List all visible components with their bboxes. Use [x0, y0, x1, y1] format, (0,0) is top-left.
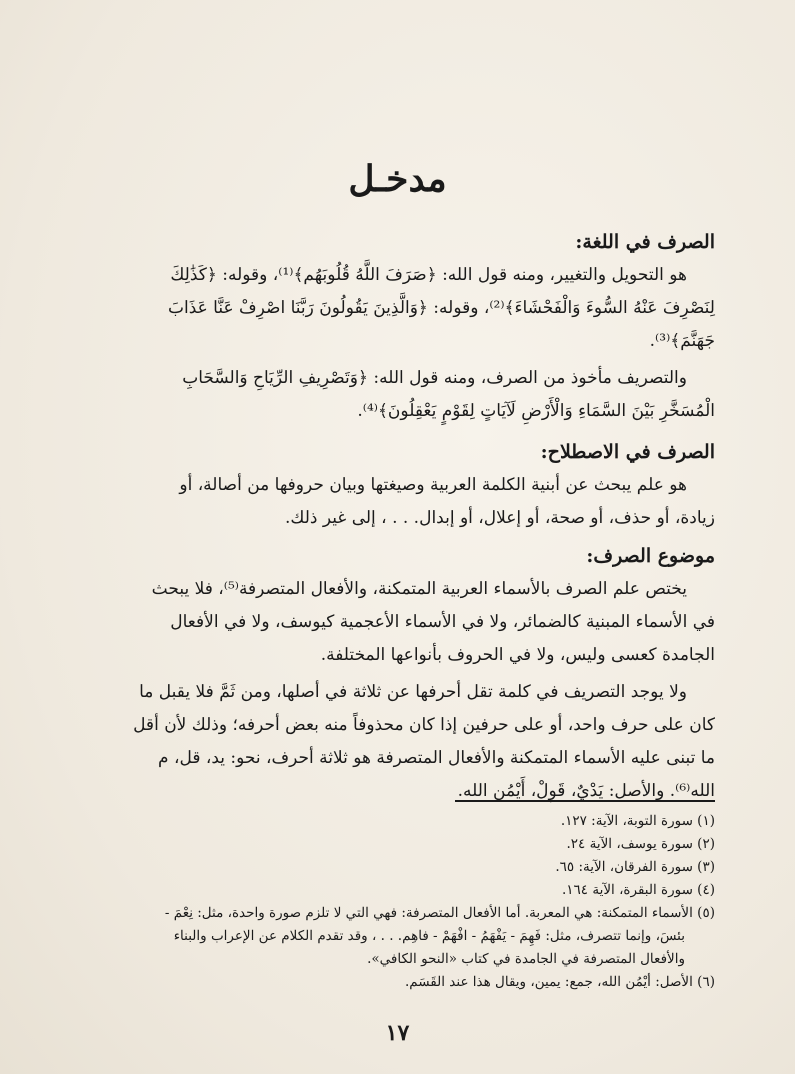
paragraph-line: كان على حرف واحد، أو على حرفين إذا كان محذوفاً منه بعض أحرفه؛ وذلك لأن أقل	[133, 715, 715, 735]
heading-subject: موضوع الصرف:	[586, 545, 715, 567]
footnotes	[75, 810, 715, 994]
paragraph-line: جَهَنَّمَ﴾⁽³⁾.	[649, 331, 715, 351]
section-lexical	[75, 226, 715, 428]
footnote-1: (١) سورة التوبة، الآية: ١٢٧.	[560, 813, 715, 829]
paragraph-line: ولا يوجد التصريف في كلمة تقل أحرفها عن ثلاثة في أصلها، ومن ثَمَّ فلا يقبل ما	[139, 682, 687, 702]
page-number: ١٧	[385, 1020, 410, 1046]
paragraph-line: ما تبنى عليه الأسماء المتمكنة والأفعال المتصرفة هو ثلاثة أحرف، نحو: يد، قل، م	[158, 748, 715, 768]
footnote-2: (٢) سورة يوسف، الآية ٢٤.	[566, 836, 715, 852]
section-terminology	[75, 436, 715, 535]
heading-lexical: الصرف في اللغة:	[575, 231, 715, 253]
heading-terminology: الصرف في الاصطلاح:	[540, 441, 715, 463]
footnote-separator	[455, 800, 715, 802]
paragraph-line: يختص علم الصرف بالأسماء العربية المتمكنة، والأفعال المتصرفة⁽⁵⁾، فلا يبحث	[151, 579, 687, 599]
paragraph-line: لِنَصْرِفَ عَنْهُ السُّوءَ وَالْفَحْشَاءَ﴾⁽²⁾، وقوله: ﴿وَالَّذِينَ يَقُولُونَ رَبَّنَا اصْرِفْ عَنَّا عَذَابَ	[167, 298, 715, 318]
paragraph-line: هو التحويل والتغيير، ومنه قول الله: ﴿صَرَفَ اللَّهُ قُلُوبَهُم﴾⁽¹⁾، وقوله: ﴿كَذَٰلِكَ	[170, 265, 687, 285]
paragraph-line: والتصريف مأخوذ من الصرف، ومنه قول الله: ﴿وَتَصْرِيفِ الرِّيَاحِ وَالسَّحَابِ	[182, 368, 687, 388]
footnote-5-cont: والأفعال المتصرفة في الجامدة في كتاب «النحو الكافي».	[367, 951, 685, 967]
paragraph-line: الْمُسَخَّرِ بَيْنَ السَّمَاءِ وَالْأَرْضِ لَآيَاتٍ لِقَوْمٍ يَعْقِلُونَ﴾⁽⁴⁾.	[357, 401, 715, 421]
paragraph-line: في الأسماء المبنية كالضمائر، ولا في الأسماء الأعجمية كيوسف، ولا في الأفعال	[170, 612, 715, 632]
footnote-5: (٥) الأسماء المتمكنة: هي المعربة. أما الأفعال المتصرفة: فهي التي لا تلزم صورة واحدة، مثل: نِعْمَ -	[164, 905, 715, 921]
paragraph-line: الله⁽⁶⁾. والأصل: يَدْيٌ، قَوِلْ، أَيْمُن الله.	[457, 781, 715, 801]
section-subject	[75, 540, 715, 808]
footnote-5-cont: بئسَ، وإنما تتصرف، مثل: فَهِمَ - يَفْهَمُ - افْهَمْ - فاهِم. . . ، وقد تقدم الكلام عن الإعراب والبناء	[173, 928, 685, 944]
paragraph-line: زيادة، أو حذف، أو صحة، أو إعلال، أو إبدال. . . ، إلى غير ذلك.	[285, 508, 715, 528]
footnote-3: (٣) سورة الفرقان، الآية: ٦٥.	[555, 859, 715, 875]
paragraph-line: هو علم يبحث عن أبنية الكلمة العربية وصيغتها وبيان حروفها من أصالة، أو	[179, 475, 687, 495]
paragraph-line: الجامدة كعسى وليس، ولا في الحروف بأنواعها المختلفة.	[320, 645, 715, 665]
footnote-6: (٦) الأصل: أيْمُن الله، جمع: يمين، ويقال هذا عند القَسَم.	[404, 974, 715, 990]
page-title: مدخـل	[348, 158, 447, 200]
footnote-4: (٤) سورة البقرة، الآية ١٦٤.	[561, 882, 715, 898]
